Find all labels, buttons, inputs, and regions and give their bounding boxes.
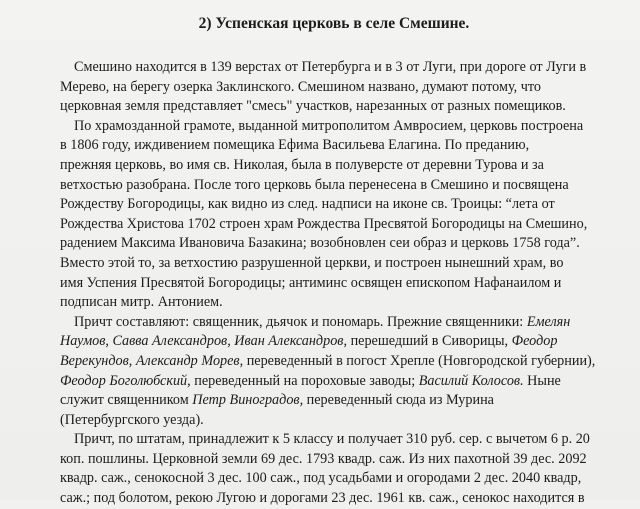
italic-name-segment: Наумов, Савва Александров, Иван Александров, <box>60 333 348 350</box>
italic-name-segment: Петр Виноградов, <box>192 392 304 409</box>
text-segment: (Петербургского уезда). <box>60 411 204 428</box>
text-line <box>46 117 592 137</box>
text-line <box>46 293 592 313</box>
text-line <box>46 469 592 489</box>
text-segment: Ныне <box>523 372 561 389</box>
text-line <box>46 97 592 117</box>
text-line <box>46 430 592 450</box>
text-line <box>46 78 592 98</box>
text-segment: Причт составляют: священник, дьячок и пономарь. Прежние священники: <box>74 313 527 330</box>
text-segment: квадр. саж., сенокосной 3 дес. 100 саж., под усадьбами и огородами 2 дес. 2040 квадр, <box>60 470 582 487</box>
text-line <box>46 176 592 196</box>
text-segment: переведенный на пороховые заводы; <box>190 372 419 389</box>
text-segment: переведенный сюда из Мурина <box>303 392 494 409</box>
text-line <box>46 450 592 470</box>
italic-name-segment: Емелян <box>526 313 571 330</box>
text-segment: подписан митр. Антонием. <box>60 294 223 311</box>
text-line <box>46 195 592 215</box>
page-title: 2) Успенская церковь в селе Смешине. <box>198 15 470 32</box>
text-segment: радением Максима Ивановича Базакина; возобновлен сеи образ и церковь 1758 года”. <box>60 235 580 252</box>
text-segment: Рождеству Богородицы, как видно из след. надписи на иконе св. Троицы: “лета от <box>60 196 555 213</box>
text-segment: Вместо этой то, за ветхостию разрушенной церкви, и построен нынешний храм, во <box>60 254 564 271</box>
body-text <box>46 58 596 509</box>
text-segment: Мерево, на берегу озерка Заклинского. Смешином названо, думают потому, что <box>60 78 541 95</box>
text-line <box>46 234 592 254</box>
text-segment: прежняя церковь, во имя св. Николая, была в полуверсте от деревни Турова и за <box>60 156 544 173</box>
text-segment: имя Успения Пресвятой Богородицы; антиминс освящен епископом Нафанаилом и <box>60 274 562 291</box>
text-segment: Смешино находится в 139 верстах от Петербурга и в 3 от Луги, при дороге от Луги в <box>74 59 587 75</box>
text-segment: служит священником <box>60 392 193 409</box>
text-segment: коп. пошлины. Церковной земли 69 дес. 1793 квадр. саж. Из них пахотной 39 дес. 2092 <box>60 450 587 467</box>
text-line <box>46 352 596 372</box>
text-line <box>46 411 592 431</box>
text-segment: переведенный в погост Хрепле (Новгородской губернии), <box>243 352 596 369</box>
text-line <box>46 274 592 294</box>
text-line <box>46 332 592 352</box>
text-segment: церковная земля представляет "смесь" участков, нарезанных от разных помещиков. <box>60 98 566 115</box>
text-segment: Рождества Христова 1702 строен храм Рождества Пресвятой Богородицы на Смешино, <box>60 215 588 232</box>
text-line <box>46 391 592 411</box>
italic-name-segment: Василий Колосов. <box>418 372 524 389</box>
text-line <box>46 254 592 274</box>
text-line <box>46 372 592 392</box>
text-line <box>46 136 592 156</box>
italic-name-segment: Феодор Боголюбский, <box>60 372 191 389</box>
text-segment: саж.; под болотом, рекою Лугою и дорогами 23 дес. 1961 кв. саж., сенокос находится в <box>60 490 585 507</box>
text-line <box>46 489 592 509</box>
italic-name-segment: Феодор <box>511 333 558 350</box>
text-segment: По храмозданной грамоте, выданной митрополитом Амвросием, церковь построена <box>74 117 584 134</box>
italic-name-segment: Верекундов, Александр Морев, <box>60 352 244 369</box>
text-segment: ветхостью разобрана. После того церковь была перенесена в Смешино и посвящена <box>60 176 569 193</box>
text-line <box>46 58 592 78</box>
text-line <box>46 156 592 176</box>
text-segment: в 1806 году, иждивением помещика Ефима Васильева Елагина. По преданию, <box>60 137 530 154</box>
text-segment: Причт, по штатам, принадлежит к 5 классу и получает 310 руб. сер. с вычетом 6 р. 20 <box>74 431 590 448</box>
text-line <box>46 215 592 235</box>
text-segment: перешедший в Сиворицы, <box>347 333 512 350</box>
text-line <box>46 313 592 333</box>
